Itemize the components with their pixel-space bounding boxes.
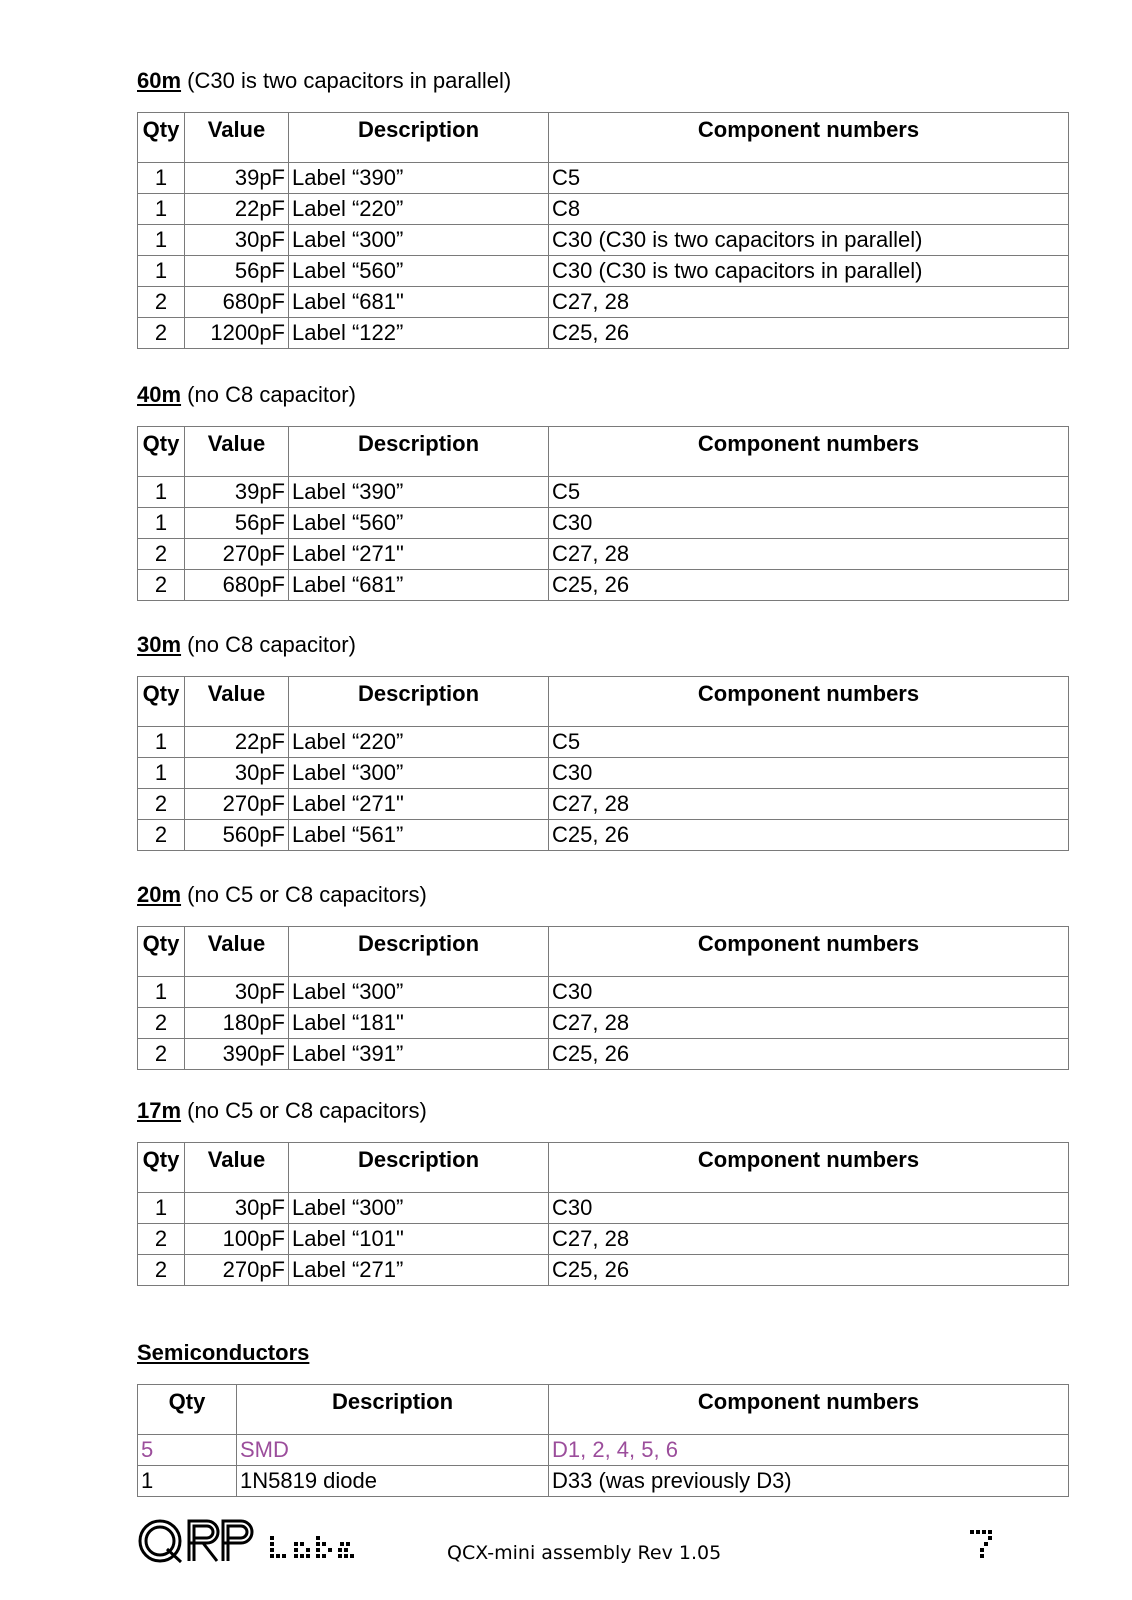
cell-value: 22pF <box>185 194 289 225</box>
cell-components: C5 <box>549 163 1069 194</box>
cell-qty: 1 <box>138 508 185 539</box>
header-qty: Qty <box>138 113 185 163</box>
table-row <box>138 163 1069 194</box>
parts-table-20m <box>137 926 1069 1070</box>
cell-components: C25, 26 <box>549 1039 1069 1070</box>
cell-value: 180pF <box>185 1008 289 1039</box>
cell-components: C30 (C30 is two capacitors in parallel) <box>549 256 1069 287</box>
cell-qty: 1 <box>138 225 185 256</box>
header-qty: Qty <box>138 1385 237 1435</box>
cell-description: Label “220” <box>289 194 549 225</box>
cell-description: Label “300” <box>289 977 549 1008</box>
parts-table-60m <box>137 112 1069 349</box>
header-value: Value <box>185 927 289 977</box>
table-row <box>138 477 1069 508</box>
table-row <box>138 1224 1069 1255</box>
cell-components: C5 <box>549 727 1069 758</box>
cell-qty: 2 <box>138 820 185 851</box>
cell-description: Label “300” <box>289 758 549 789</box>
band-label: 20m <box>137 882 182 907</box>
cell-components: C30 (C30 is two capacitors in parallel) <box>549 225 1069 256</box>
cell-qty: 1 <box>138 194 185 225</box>
cell-value: 30pF <box>185 977 289 1008</box>
cell-components: C27, 28 <box>549 789 1069 820</box>
cell-description: 1N5819 diode <box>237 1466 549 1497</box>
header-component-numbers: Component numbers <box>549 427 1069 477</box>
cell-value: 56pF <box>185 256 289 287</box>
band-note: (no C5 or C8 capacitors) <box>187 882 427 907</box>
cell-components: C25, 26 <box>549 1255 1069 1286</box>
header-qty: Qty <box>138 677 185 727</box>
cell-components: C25, 26 <box>549 318 1069 349</box>
table-row <box>138 287 1069 318</box>
cell-description: Label “122” <box>289 318 549 349</box>
cell-components: C30 <box>549 758 1069 789</box>
cell-value: 30pF <box>185 1193 289 1224</box>
header-description: Description <box>289 427 549 477</box>
header-description: Description <box>289 677 549 727</box>
cell-description: Label “271" <box>289 789 549 820</box>
table-row <box>138 1255 1069 1286</box>
table-row <box>138 789 1069 820</box>
cell-qty: 1 <box>138 1466 237 1497</box>
cell-description: Label “390” <box>289 163 549 194</box>
table-row <box>138 570 1069 601</box>
cell-qty: 2 <box>138 1255 185 1286</box>
header-description: Description <box>237 1385 549 1435</box>
cell-value: 680pF <box>185 287 289 318</box>
cell-description: Label “681” <box>289 570 549 601</box>
cell-description: Label “681" <box>289 287 549 318</box>
cell-components: C30 <box>549 977 1069 1008</box>
cell-description: Label “300” <box>289 1193 549 1224</box>
cell-qty: 1 <box>138 758 185 789</box>
cell-qty: 2 <box>138 318 185 349</box>
cell-components: C27, 28 <box>549 1224 1069 1255</box>
cell-components: C27, 28 <box>549 1008 1069 1039</box>
table-row <box>138 256 1069 287</box>
page-number-7 <box>968 1528 994 1562</box>
table-header-row <box>138 1143 1069 1193</box>
cell-qty: 2 <box>138 570 185 601</box>
table-header-row <box>138 113 1069 163</box>
cell-value: 39pF <box>185 163 289 194</box>
cell-components: C27, 28 <box>549 287 1069 318</box>
cell-description: Label “181" <box>289 1008 549 1039</box>
header-description: Description <box>289 113 549 163</box>
parts-table-30m <box>137 676 1069 851</box>
parts-table-semiconductors <box>137 1384 1069 1497</box>
band-note: (no C8 capacitor) <box>187 382 356 407</box>
cell-components: C27, 28 <box>549 539 1069 570</box>
table-row <box>138 1435 1069 1466</box>
table-header-row <box>138 927 1069 977</box>
header-value: Value <box>185 427 289 477</box>
header-value: Value <box>185 1143 289 1193</box>
cell-value: 270pF <box>185 539 289 570</box>
parts-table-17m <box>137 1142 1069 1286</box>
section-title-60m <box>137 68 511 94</box>
cell-qty: 1 <box>138 1193 185 1224</box>
cell-description: Label “220” <box>289 727 549 758</box>
header-component-numbers: Component numbers <box>549 113 1069 163</box>
cell-components: C5 <box>549 477 1069 508</box>
section-title-40m <box>137 382 356 408</box>
header-description: Description <box>289 1143 549 1193</box>
table-row <box>138 1193 1069 1224</box>
table-header-row <box>138 1385 1069 1435</box>
cell-description: Label “391” <box>289 1039 549 1070</box>
cell-components: C25, 26 <box>549 570 1069 601</box>
header-qty: Qty <box>138 927 185 977</box>
header-value: Value <box>185 677 289 727</box>
cell-value: 39pF <box>185 477 289 508</box>
table-header-row <box>138 427 1069 477</box>
cell-value: 390pF <box>185 1039 289 1070</box>
cell-components: C25, 26 <box>549 820 1069 851</box>
section-title-17m <box>137 1098 427 1124</box>
section-title-30m <box>137 632 356 658</box>
table-row <box>138 1008 1069 1039</box>
cell-qty: 1 <box>138 477 185 508</box>
cell-components: D33 (was previously D3) <box>549 1466 1069 1497</box>
table-row <box>138 977 1069 1008</box>
cell-description: Label “560” <box>289 508 549 539</box>
header-component-numbers: Component numbers <box>549 1385 1069 1435</box>
cell-qty: 2 <box>138 1008 185 1039</box>
table-row <box>138 758 1069 789</box>
table-row <box>138 539 1069 570</box>
cell-qty: 1 <box>138 256 185 287</box>
cell-value: 270pF <box>185 1255 289 1286</box>
cell-value: 270pF <box>185 789 289 820</box>
cell-value: 1200pF <box>185 318 289 349</box>
header-component-numbers: Component numbers <box>549 677 1069 727</box>
header-qty: Qty <box>138 427 185 477</box>
table-row <box>138 508 1069 539</box>
band-note: (no C5 or C8 capacitors) <box>187 1098 427 1123</box>
cell-value: 680pF <box>185 570 289 601</box>
table-header-row <box>138 677 1069 727</box>
cell-qty: 2 <box>138 1039 185 1070</box>
cell-qty: 2 <box>138 539 185 570</box>
cell-qty: 5 <box>138 1435 237 1466</box>
band-note: (C30 is two capacitors in parallel) <box>187 68 512 93</box>
cell-description: Label “271” <box>289 1255 549 1286</box>
cell-components: C30 <box>549 508 1069 539</box>
cell-value: 100pF <box>185 1224 289 1255</box>
cell-value: 56pF <box>185 508 289 539</box>
parts-table-40m <box>137 426 1069 601</box>
cell-value: 22pF <box>185 727 289 758</box>
header-description: Description <box>289 927 549 977</box>
cell-qty: 2 <box>138 1224 185 1255</box>
header-component-numbers: Component numbers <box>549 1143 1069 1193</box>
cell-qty: 2 <box>138 789 185 820</box>
table-row <box>138 225 1069 256</box>
table-row <box>138 318 1069 349</box>
cell-qty: 1 <box>138 727 185 758</box>
table-row <box>138 820 1069 851</box>
section-title-20m <box>137 882 427 908</box>
header-component-numbers: Component numbers <box>549 927 1069 977</box>
cell-description: Label “101" <box>289 1224 549 1255</box>
document-title: QCX-mini assembly Rev 1.05 <box>447 1542 722 1564</box>
band-note: (no C8 capacitor) <box>187 632 356 657</box>
band-label: 40m <box>137 382 182 407</box>
header-value: Value <box>185 113 289 163</box>
table-row <box>138 194 1069 225</box>
header-qty: Qty <box>138 1143 185 1193</box>
cell-description: Label “561” <box>289 820 549 851</box>
qrp-labs-logo <box>137 1516 367 1568</box>
cell-description: Label “560” <box>289 256 549 287</box>
cell-qty: 1 <box>138 163 185 194</box>
cell-components: C30 <box>549 1193 1069 1224</box>
table-row <box>138 1466 1069 1497</box>
cell-qty: 1 <box>138 977 185 1008</box>
table-row <box>138 727 1069 758</box>
cell-value: 30pF <box>185 225 289 256</box>
cell-qty: 2 <box>138 287 185 318</box>
cell-components: D1, 2, 4, 5, 6 <box>549 1435 1069 1466</box>
cell-description: Label “390” <box>289 477 549 508</box>
table-row <box>138 1039 1069 1070</box>
cell-description: SMD <box>237 1435 549 1466</box>
band-label: 17m <box>137 1098 182 1123</box>
band-label: 60m <box>137 68 182 93</box>
cell-description: Label “300” <box>289 225 549 256</box>
band-label: 30m <box>137 632 182 657</box>
cell-description: Label “271" <box>289 539 549 570</box>
cell-components: C8 <box>549 194 1069 225</box>
section-title-semiconductors: Semiconductors <box>137 1340 310 1365</box>
cell-value: 560pF <box>185 820 289 851</box>
cell-value: 30pF <box>185 758 289 789</box>
